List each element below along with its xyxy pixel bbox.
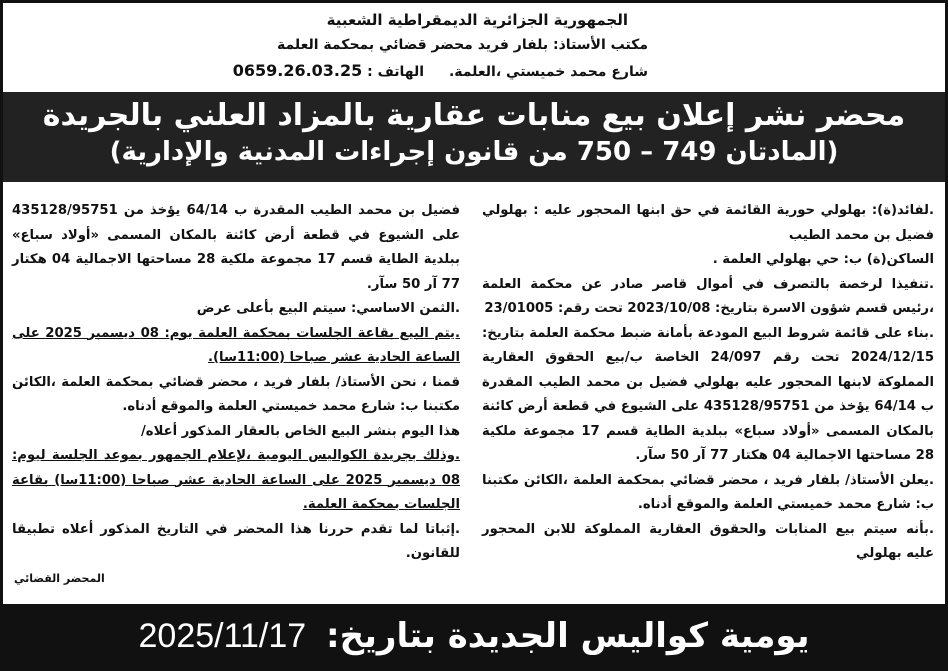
newspaper-paragraph: .وذلك بجريدة الكواليس اليومية ،لإعلام الجمهور بموعد الجلسة ليوم: 08 ديسمبر 2025 على الساعة الحادية عشر صباحا (11:00سا) بقاعة الجلسات بمحكمة العلمة. bbox=[12, 448, 461, 512]
office-name: مكتب الأستاذ: بلفار فريد محضر قضائي بمحكمة العلمة bbox=[277, 37, 648, 53]
bailiff-signature: المحضر القضائي bbox=[14, 571, 105, 585]
phone-number: 0659.26.03.25 bbox=[232, 61, 363, 80]
left-text-column bbox=[12, 199, 460, 591]
publication-footer bbox=[3, 604, 945, 668]
publication-paragraph: هذا اليوم بنشر البيع الخاص بالعقار المذكور أعلاه/ bbox=[140, 423, 460, 439]
publication-date: 2025/11/17 bbox=[138, 617, 307, 655]
authorization-paragraph: .تنفيذا لرخصة بالتصرف في أموال قاصر صادر عن محكمة العلمة ،رئيس قسم شؤون الاسرة بتاريخ: 2023/10/08 تحت رقم: 23/01005 bbox=[482, 276, 934, 316]
notice-subtitle: (المادتان 749 – 750 من قانون إجراءات المدنية والإدارية) bbox=[109, 137, 839, 167]
letterhead bbox=[232, 8, 648, 85]
notice-title: محضر نشر إعلان بيع منابات عقارية بالمزاد العلني بالجريدة bbox=[42, 98, 906, 133]
property-paragraph: فضيل بن محمد الطيب المقدرة ب 64/14 يؤخذ من 435128/95751 على الشيوع في قطعة أرض كائنة بالمكان المسمى «أولاد سباع» ببلدية الطاية قسم 17 مجموعة ملكية 28 مساحتها الاجمالية 04 هكتار 77 آر 50 سآر. bbox=[12, 203, 460, 292]
republic-name: الجمهورية الجزائرية الديمقراطية الشعبية bbox=[326, 11, 628, 29]
sale-paragraph: .بأنه سيتم بيع المنابات والحقوق العقارية المملوكة للابن المحجور عليه بهلولي bbox=[482, 521, 934, 561]
announcement-paragraph: .يعلن الأستاذ/ بلفار فريد ، محضر قضائي بمحكمة العلمة ،الكائن مكتبنا ب: شارع محمد خميستي العلمة والموقع أدناه. bbox=[482, 472, 934, 512]
residence-paragraph: الساكن(ة) ب: حي بهلولي العلمة . bbox=[712, 252, 934, 267]
office-address: شارع محمد خميستي ،العلمة. bbox=[448, 64, 648, 80]
beneficiary-paragraph: .لفائد(ة): بهلولي حورية القائمة في حق ابنها المحجور عليه : بهلولي فضيل بن محمد الطيب bbox=[482, 203, 934, 243]
title-banner bbox=[3, 92, 945, 182]
right-text-column bbox=[482, 199, 934, 567]
sale-date-paragraph: .يتم البيع بقاعة الجلسات بمحكمة العلمة يوم: 08 ديسمبر 2025 على الساعة الحادية عشر صباحا (11:00سا). bbox=[12, 325, 461, 365]
bailiff-paragraph: قمنا ، نحن الأستاذ/ بلفار فريد ، محضر قضائي بمحكمة العلمة ،الكائن مكتبنا ب: شارع محمد خميستي العلمة والموقع أدناه. bbox=[12, 374, 460, 414]
base-price-paragraph: .الثمن الاساسي: سيتم البيع بأعلى عرض bbox=[196, 301, 460, 316]
certification-paragraph: .إثباتا لما تقدم حررنا هذا المحضر في التاريخ المذكور أعلاه تطبيقا للقانون. bbox=[12, 521, 460, 561]
phone-label: الهاتف : bbox=[367, 64, 425, 80]
newspaper-label: يومية كواليس الجديدة بتاريخ: bbox=[326, 616, 810, 656]
conditions-paragraph: .بناء على قائمة شروط البيع المودعة بأمانة ضبط محكمة العلمة بتاريخ: 2024/12/15 تحت رقم 24/097 الخاصة ب/بيع الحقوق العقارية المملوكة لابنها المحجور عليه بهلولي فضيل بن محمد الطيب المقدرة ب 64/14 يؤخذ من 435128/95751 على الشيوع في قطعة أرض كائنة بالمكان المسمى «أولاد سباع» ببلدية الطاية قسم 17 مجموعة ملكية 28 مساحتها الاجمالية 04 هكتار 77 آر 50 سآر. bbox=[482, 325, 934, 463]
contact-line bbox=[232, 58, 648, 85]
